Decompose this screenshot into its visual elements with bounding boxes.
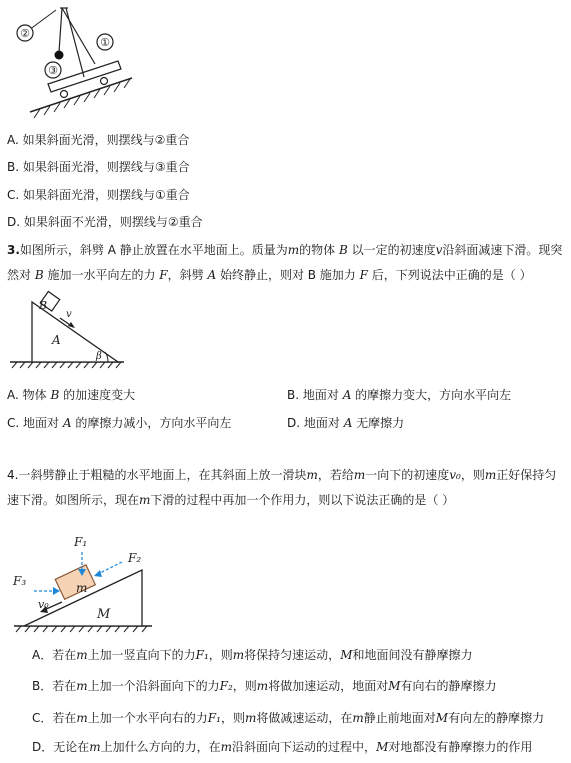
q4-option-a-run: ，则 [208,648,233,662]
q4-ground [14,626,152,632]
q3-option-a [7,386,135,403]
q3-stem-line2-run: B [34,268,44,282]
q4-stem-line1 [7,466,556,483]
q4-option-c-run: m [352,711,364,725]
q3-stem-line2-run: F [359,268,368,282]
q2-option-d-text: 如果斜面不光滑，则摆线与②重合 [23,215,203,229]
q4-label-f3: F₃ [13,574,27,588]
q3-option-c-run: 的摩擦力减小，方向水平向左 [71,416,232,430]
q3-ground [10,362,124,368]
q3-option-c-run: C. 地面对 [7,416,63,430]
q4-option-d-run: 上加什么方向的力，在 [100,740,221,754]
q4-option-d-run: M [376,740,389,754]
q3-stem-line2-run: ，斜劈 [167,268,208,282]
q4-stem-line1-run: ，则 [460,468,485,482]
q3-option-c [7,414,231,431]
q4-label-m: m [76,581,88,595]
q3-stem-line1-run: 以一定的初速度 [347,243,436,257]
q2-option-c-text: 如果斜面光滑，则摆线与①重合 [23,188,190,202]
q3-option-b [287,386,511,403]
q2-option-c-letter: C. [7,188,20,202]
q3-label-a: A [52,333,61,347]
q3-option-a-run: B [50,388,60,402]
q4-option-d-run: D．无论在 [32,740,90,754]
q4-stem-line1-run: m [353,468,366,482]
q4-option-d-run: 对地都没有静摩擦力的作用 [388,740,533,754]
q3-stem-line2-run: 后，下列说法中正确的是（ ） [367,268,532,282]
q4-stem-line2 [7,491,454,508]
q2-label-3 [45,62,61,78]
q4-stem-line1-run: v₀ [449,468,461,482]
q4-option-c-run: F₁ [207,711,221,725]
q3-stem-line2-run: 施加一水平向左的力 [43,268,160,282]
q4-option-c-run: m [244,711,257,725]
q4-option-b-run: B．若在 [32,679,77,693]
q4-stem-line1-run: m [484,468,497,482]
svg-text:②: ② [20,27,30,40]
q3-stem-line2-run: F [159,268,168,282]
q3-option-b-run: 的摩擦力变大，方向水平向左 [351,388,512,402]
q4-option-c-run: 将做减速运动，在 [256,711,353,725]
q4-option-b-run: m [76,679,88,693]
q4-option-c-run: 上加一个水平向右的力 [87,711,208,725]
q4-stem-line2-run: m [139,493,151,507]
q2-dash [29,10,56,30]
q4-option-b-run: F₂ [219,679,233,693]
q4-option-c-run: ，则 [220,711,245,725]
q3-stem-line2 [7,266,532,283]
q4-option-c-run: C．若在 [32,711,77,725]
q3-stem-line2-run: A [207,268,217,282]
q3-stem-line1-run: B [338,243,348,257]
q2-option-a [7,131,189,148]
q3-option-c-run: A [62,416,72,430]
q4-option-c [32,709,544,726]
q4-option-a-run: 上加一竖直向下的力 [87,648,196,662]
q4-stem-line1-run: m [306,468,318,482]
q2-option-b-text: 如果斜面光滑，则摆线与③重合 [22,160,190,174]
q4-option-a-run: A．若在 [32,648,77,662]
q4-option-d-run: 沿斜面向下运动的过程中， [232,740,377,754]
q4-option-c-run: 静止前地面对 [363,711,436,725]
q3-stem-line2-run: 始终静止，则对 B 施加力 [216,268,360,282]
q4-label-f2: F₂ [128,551,142,565]
q3-stem-line1-run: v [435,243,443,257]
q4-stem-line2-run: 下滑的过程中再加一个作用力，则以下说法正确的是（ ） [150,493,455,507]
q3-option-a-run: A. 物体 [7,388,51,402]
q4-option-d-run: m [220,740,233,754]
q4-option-b [32,677,497,694]
q3-stem-line2-run: 然对 [7,268,35,282]
q4-option-d [32,738,532,755]
q3-stem-line1-run: 如图所示，斜劈 A 静止放置在水平地面上。质量为 [19,243,288,257]
q4-option-b-run: 上加一个沿斜面向下的力 [87,679,220,693]
q3-label-b: B [39,299,48,312]
svg-text:③: ③ [48,64,58,77]
q3-option-d-run: D. 地面对 [287,416,344,430]
q2-figure [0,0,160,120]
q2-option-d [7,213,203,230]
q4-option-a-run: m [232,648,245,662]
q4-option-b-run: m [256,679,269,693]
q4-option-d-run: m [89,740,101,754]
q3-option-b-run: B. 地面对 [287,388,343,402]
q2-ground-hatch [30,78,132,118]
q3-label-v: v [66,309,72,320]
q3-stem-line1 [7,241,562,258]
q4-label-big-m: M [97,607,111,622]
svg-text:①: ① [100,36,110,49]
q2-pendulum-bob [55,51,64,60]
q2-option-c [7,186,190,203]
q4-label-v0: v₀ [38,598,49,611]
q3-option-d-run: A [343,416,353,430]
q4-label-f1: F₁ [74,535,88,549]
q2-pole [59,8,95,77]
q4-option-c-run: m [76,711,88,725]
q3-option-a-run: 的加速度变大 [59,388,136,402]
q4-stem-line2-run: 速下滑。如图所示，现在 [7,493,140,507]
q2-option-d-letter: D. [7,215,21,229]
q4-option-b-run: M [388,679,401,693]
q3-figure [0,290,140,370]
q4-option-b-run: 有向右的静摩擦力 [400,679,497,693]
q4-option-b-run: 将做加速运动，地面对 [268,679,389,693]
q4-stem-line1-run: 4.一斜劈静止于粗糙的水平地面上，在其斜面上放一滑块 [7,468,307,482]
q3-option-d [287,414,404,431]
q3-stem-line1-run: 3. [7,243,20,257]
q4-option-b-run: ，则 [232,679,257,693]
q4-option-a-run: 和地面间没有静摩擦力 [352,648,473,662]
q4-option-a-run: 将保持匀速运动， [244,648,341,662]
q3-stem-line1-run: 沿斜面减速下滑。现突 [442,243,563,257]
q2-option-a-text: 如果斜面光滑，则摆线与②重合 [22,133,190,147]
q3-label-beta: β [96,351,102,362]
q3-option-d-run: 无摩擦力 [352,416,405,430]
q4-stem-line1-run: 正好保持匀 [496,468,557,482]
q3-stem-line1-run: 的物体 [299,243,339,257]
q4-option-a-run: m [76,648,88,662]
q2-option-b-letter: B. [7,160,20,174]
q4-option-c-run: 有向左的静摩擦力 [448,711,545,725]
q4-stem-line1-run: 一向下的初速度 [365,468,450,482]
q2-label-2 [17,25,33,41]
q2-option-b [7,158,190,175]
q4-figure [0,512,160,637]
q4-stem-line1-run: ，若给 [317,468,354,482]
q4-option-a-run: M [340,648,353,662]
q2-option-a-letter: A. [7,133,19,147]
q3-stem-line1-run: m [287,243,300,257]
q4-option-a [32,646,473,663]
q4-option-c-run: M [435,711,449,725]
q3-option-b-run: A [342,388,352,402]
q2-label-1 [97,34,113,50]
q4-option-a-run: F₁ [195,648,209,662]
